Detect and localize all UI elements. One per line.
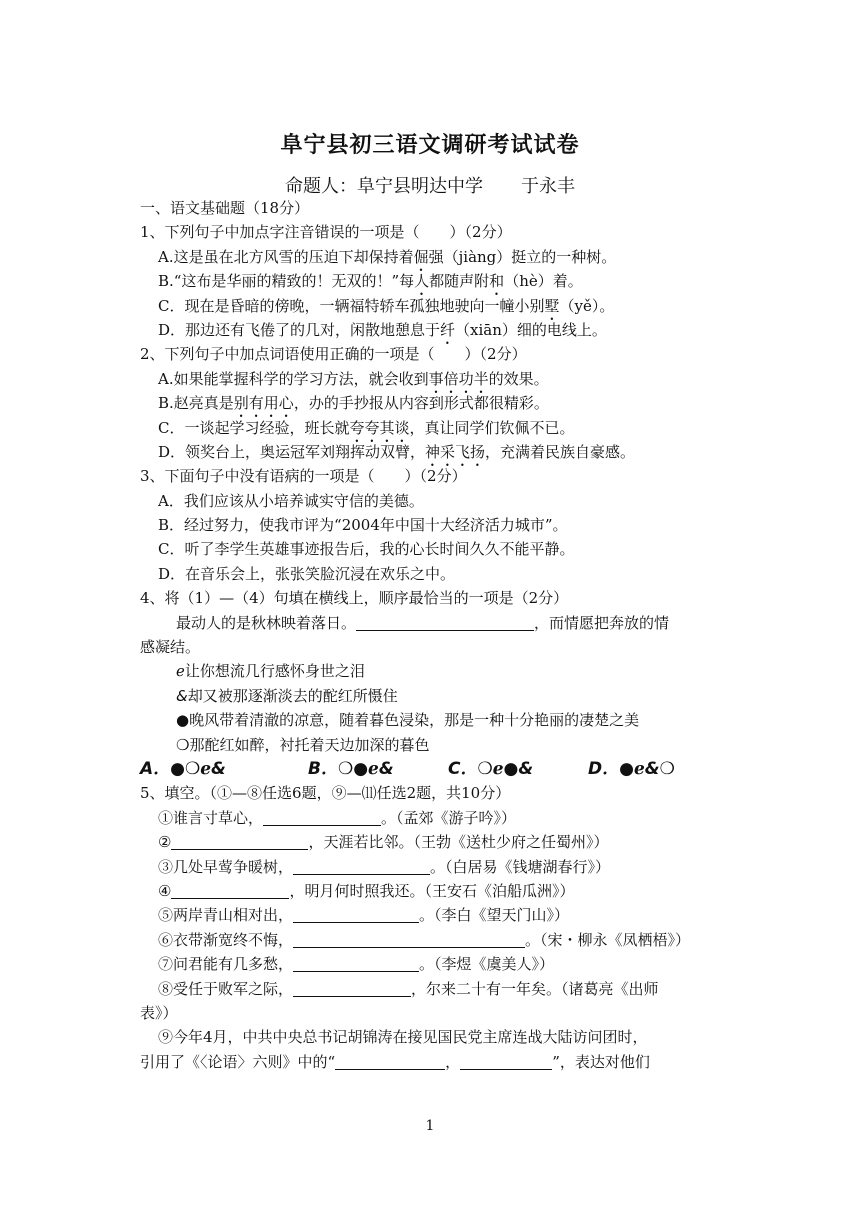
q4-option-d: D．●ℯ&❍	[588, 758, 675, 779]
q4-options	[140, 757, 725, 781]
q1-option-c: C．现在是昏暗的傍晚，一辆福特轿车孤独地驶向一幢小别墅（yě）。	[158, 296, 615, 315]
q5-item-9: ⑨今年4月，中共中央总书记胡锦涛在接见国民党主席连战大陆访问团时，	[158, 1028, 648, 1047]
sentence-marker-icon: ❍	[176, 735, 190, 754]
q2-stem: 2、下列句子中加点词语使用正确的一项是（ ）（2分）	[140, 345, 527, 364]
q4-option-b: B．❍●ℯ&	[308, 758, 394, 779]
sentence-marker-icon: &	[176, 686, 188, 705]
q4-item-3: ●晚风带着清澈的凉意，随着暮色浸染，那是一种十分艳丽的凄楚之美	[176, 711, 640, 730]
answer-blank	[335, 1053, 445, 1070]
q1-option-b: B.“这布是华丽的精致的！无双的！”每人都随声附和（hè）着。	[158, 272, 583, 291]
q5-item-8: ⑧受任于败军之际， ，尔来二十有一年矣。（诸葛亮《出师	[158, 979, 659, 998]
q5-item-6: ⑥衣带渐宽终不悔， 。（宋・柳永《凤栖梧》）	[158, 930, 691, 949]
q5-item-8-cont: 表》）	[140, 1003, 178, 1022]
exam-body	[140, 196, 725, 1074]
answer-blank	[293, 858, 430, 875]
page-number: 1	[425, 1118, 435, 1134]
q1-option-d: D．那边还有飞倦了的几对，闲散地憩息于纤（xiān）细的电线上。	[158, 320, 607, 339]
q2-option-a: A.如果能掌握科学的学习方法，就会收到事倍功半的效果。	[158, 369, 549, 388]
answer-blank	[356, 614, 534, 631]
q1-option-a: A.这是虽在北方风雪的压迫下却保持着倔强（jiàng）挺立的一种树。	[158, 247, 617, 266]
page-title: 阜宁县初三语文调研考试试卷	[280, 132, 580, 158]
q5-item-3: ③几处早莺争暖树， 。（白居易《钱塘湖春行》）	[158, 857, 611, 876]
q5-stem: 5、填空。（①—⑧任选6题，⑨—⑾任选2题，共10分）	[140, 784, 511, 803]
answer-blank	[263, 809, 381, 826]
q4-passage-line2: 感凝结。	[140, 638, 201, 657]
q3-option-a: A．我们应该从小培养诚实守信的美德。	[158, 491, 424, 510]
answer-blank	[293, 931, 525, 948]
q2-option-b: B.赵亮真是别有用心，办的手抄报从内容到形式都很精彩。	[158, 394, 549, 413]
author-label: 命题人：阜宁县明达中学	[285, 176, 483, 197]
q5-item-1: ①谁言寸草心， 。（孟郊《游子吟》）	[158, 808, 517, 827]
q4-passage-line1: 最动人的是秋林映着落日。 ，而情愿把奔放的情	[176, 613, 670, 632]
answer-blank	[460, 1053, 552, 1070]
q5-item-4: ④ ，明月何时照我还。（王安石《泊船瓜洲》）	[158, 881, 575, 900]
sentence-marker-icon: ℯ	[176, 662, 185, 681]
answer-blank	[171, 833, 308, 850]
q4-option-a: A．●❍ℯ&	[140, 758, 226, 779]
q4-item-2: &却又被那逐渐淡去的酡红所慑住	[176, 686, 398, 705]
section-heading: 一、语文基础题（18分）	[140, 199, 310, 217]
answer-blank	[293, 906, 419, 923]
q2-option-d: D．领奖台上，奥运冠军刘翔挥动双臂，神采飞扬，充满着民族自豪感。	[158, 442, 636, 461]
q4-option-c: C．❍ℯ●&	[448, 758, 534, 779]
q2-option-c: C．一谈起学习经验，班长就夸夸其谈，真让同学们钦佩不已。	[158, 418, 575, 437]
q1-stem: 1、下列句子中加点字注音错误的一项是（ ）（2分）	[140, 223, 512, 242]
answer-blank	[293, 955, 419, 972]
q3-stem: 3、下面句子中没有语病的一项是（ ）（2分）	[140, 467, 467, 486]
q4-item-4: ❍那酡红如醉，衬托着天边加深的暮色	[176, 735, 430, 754]
q3-option-b: B．经过努力，使我市评为“2004年中国十大经济活力城市”。	[158, 516, 568, 535]
q3-option-c: C．听了李学生英雄事迹报告后，我的心长时间久久不能平静。	[158, 540, 575, 559]
author-name: 于永丰	[521, 176, 575, 197]
answer-blank	[171, 882, 289, 899]
q5-item-9-cont: 引用了《〈论语〉六则》中的“ ， ”，表达对他们	[140, 1052, 650, 1071]
q5-item-5: ⑤两岸青山相对出， 。（李白《望天门山》）	[158, 906, 570, 925]
answer-blank	[293, 980, 411, 997]
sentence-marker-icon: ●	[176, 711, 190, 730]
q3-option-d: D．在音乐会上，张张笑脸沉浸在欢乐之中。	[158, 564, 456, 583]
author-line	[0, 172, 860, 198]
q4-item-1: ℯ让你想流几行感怀身世之泪	[176, 662, 365, 681]
q4-stem: 4、将（1）—（4）句填在横线上，顺序最恰当的一项是（2分）	[140, 589, 569, 608]
q5-item-7: ⑦问君能有几多愁， 。（李煜《虞美人》）	[158, 955, 555, 974]
q5-item-2: ② ，天涯若比邻。（王勃《送杜少府之任蜀州》）	[158, 833, 609, 852]
